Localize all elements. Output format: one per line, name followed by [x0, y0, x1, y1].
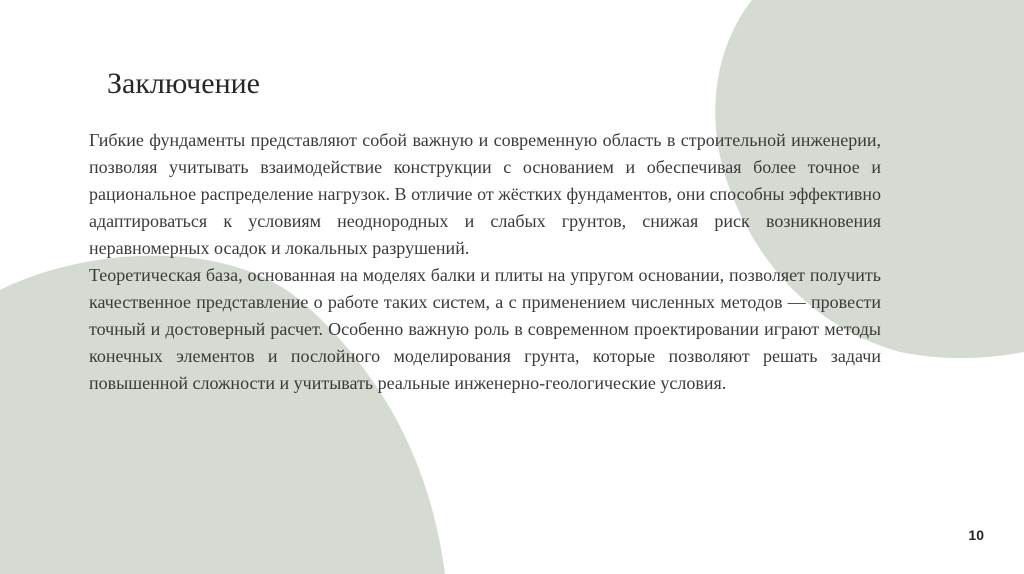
- page-number: 10: [968, 527, 984, 543]
- paragraph-2: Теоретическая база, основанная на моделях балки и плиты на упругом основании, позволяет получить качественное представление о работе таких систем, а с применением численных методов — провести точный и достоверный расчет. Особенно важную роль в современном проектировании играют методы конечных элементов и послойного моделирования грунта, которые позволяют решать задачи повышенной сложности и учитывать реальные инженерно-геологические условия.: [89, 265, 881, 393]
- slide-body: [89, 127, 881, 397]
- slide-title: Заключение: [107, 67, 260, 100]
- paragraph-1: Гибкие фундаменты представляют собой важную и современную область в строительной инженерии, позволяя учитывать взаимодействие конструкции с основанием и обеспечивая более точное и рациональное распределение нагрузок. В отличие от жёстких фундаментов, они способны эффективно адаптироваться к условиям неоднородных и слабых грунтов, снижая риск возникновения неравномерных осадок и локальных разрушений.: [89, 130, 881, 258]
